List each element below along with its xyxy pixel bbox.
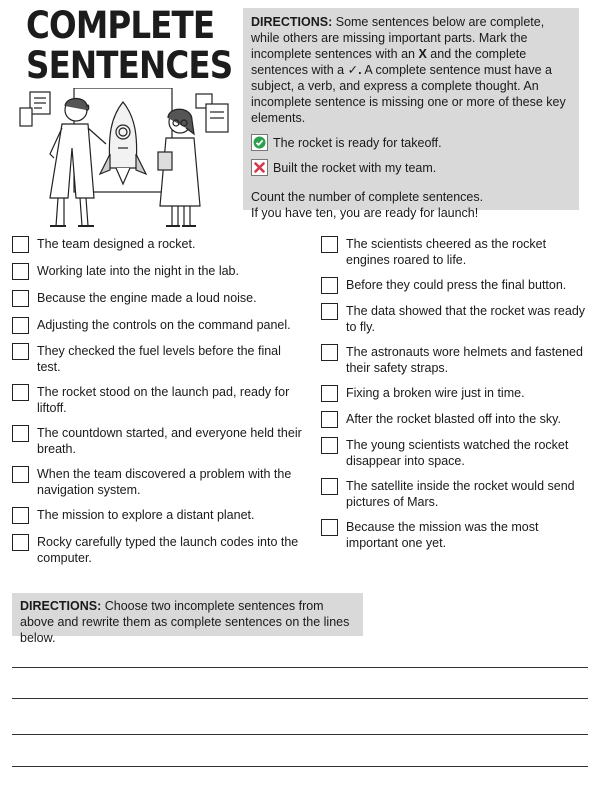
checkbox[interactable] xyxy=(321,437,338,454)
count-instruction: Count the number of complete sentences. If you have ten, you are ready for launch! xyxy=(251,190,484,220)
sentence-text: When the team discovered a problem with the navigation system. xyxy=(37,467,292,497)
sentence-text: After the rocket blasted off into the sky. xyxy=(346,412,561,426)
sentence-list-left xyxy=(12,236,302,566)
checkbox[interactable] xyxy=(321,519,338,536)
writing-line-2[interactable] xyxy=(12,698,588,699)
list-item xyxy=(12,236,302,253)
list-item xyxy=(321,344,587,376)
checkbox[interactable] xyxy=(12,384,29,401)
green-check-icon xyxy=(251,134,268,151)
list-item xyxy=(12,384,302,416)
checkbox[interactable] xyxy=(321,344,338,361)
checkbox[interactable] xyxy=(321,385,338,402)
list-item xyxy=(321,303,587,335)
checkbox[interactable] xyxy=(12,534,29,551)
checkbox[interactable] xyxy=(321,303,338,320)
list-item xyxy=(12,466,302,498)
checkbox[interactable] xyxy=(12,507,29,524)
title-line-2: SENTENCES xyxy=(26,44,233,87)
checkbox[interactable] xyxy=(321,478,338,495)
check-mark-text: ✓. xyxy=(347,63,362,77)
sentence-text: The scientists cheered as the rocket engines roared to life. xyxy=(346,237,547,267)
writing-line-1[interactable] xyxy=(12,667,588,668)
red-x-icon xyxy=(251,159,268,176)
checkbox[interactable] xyxy=(321,411,338,428)
sentence-text: Because the mission was the most important one yet. xyxy=(346,520,539,550)
scientists-rocket-illustration xyxy=(10,88,236,228)
list-item xyxy=(321,236,587,268)
sentence-text: Rocky carefully typed the launch codes into the computer. xyxy=(37,535,299,565)
checkbox[interactable] xyxy=(12,317,29,334)
checkbox[interactable] xyxy=(321,236,338,253)
sentence-text: The team designed a rocket. xyxy=(37,237,196,251)
sentence-text: The mission to explore a distant planet. xyxy=(37,508,255,522)
worksheet-title xyxy=(26,6,232,86)
list-item xyxy=(321,437,587,469)
writing-line-4[interactable] xyxy=(12,766,588,767)
checkbox[interactable] xyxy=(321,277,338,294)
sentence-text: Fixing a broken wire just in time. xyxy=(346,386,525,400)
checkbox[interactable] xyxy=(12,290,29,307)
title-line-1: COMPLETE xyxy=(26,4,215,47)
checkbox[interactable] xyxy=(12,466,29,483)
sentence-text: Because the engine made a loud noise. xyxy=(37,291,257,305)
list-item xyxy=(12,507,302,524)
checkbox[interactable] xyxy=(12,236,29,253)
sentence-text: The data showed that the rocket was ready to fly. xyxy=(346,304,586,334)
list-item xyxy=(12,317,302,334)
directions-label: DIRECTIONS: xyxy=(20,599,102,613)
list-item xyxy=(321,519,587,551)
example-incomplete-text: Built the rocket with my team. xyxy=(273,160,437,175)
example-complete xyxy=(251,134,571,151)
list-item xyxy=(321,277,587,294)
sentence-text: The astronauts wore helmets and fastened their safety straps. xyxy=(346,345,583,375)
list-item xyxy=(321,385,587,402)
directions-label: DIRECTIONS: xyxy=(251,15,333,29)
sentence-text: The young scientists watched the rocket disappear into space. xyxy=(346,438,569,468)
sentence-text: Before they could press the final button. xyxy=(346,278,567,292)
sentence-text: The satellite inside the rocket would send pictures of Mars. xyxy=(346,479,575,509)
directions-panel xyxy=(243,8,579,220)
directions-text: DIRECTIONS: Some sentences below are complete, while others are missing important parts. Mark the incomplete sentences with an X and the complete sentences with a ✓. A complete sentence must have a subject, a verb, and express a complete thought. An incomplete sentence is missing one or more of these key elements. xyxy=(251,15,566,125)
checkbox[interactable] xyxy=(12,263,29,280)
writing-line-3[interactable] xyxy=(12,734,588,735)
rewrite-directions-panel xyxy=(12,593,363,645)
list-item xyxy=(12,290,302,307)
example-complete-text: The rocket is ready for takeoff. xyxy=(273,135,442,150)
sentence-text: The countdown started, and everyone held their breath. xyxy=(37,426,302,456)
sentence-text: The rocket stood on the launch pad, ready for liftoff. xyxy=(37,385,290,415)
list-item xyxy=(12,534,302,566)
sentence-list-right xyxy=(321,236,587,551)
list-item xyxy=(12,425,302,457)
list-item xyxy=(12,343,302,375)
sentence-text: Working late into the night in the lab. xyxy=(37,264,239,278)
checkbox[interactable] xyxy=(12,425,29,442)
example-incomplete xyxy=(251,159,571,176)
list-item xyxy=(321,478,587,510)
list-item xyxy=(321,411,587,428)
sentence-text: They checked the fuel levels before the final test. xyxy=(37,344,281,374)
rewrite-directions-text: DIRECTIONS: Choose two incomplete sentences from above and rewrite them as complete sentences on the lines below. xyxy=(20,599,350,645)
checkbox[interactable] xyxy=(12,343,29,360)
sentence-text: Adjusting the controls on the command panel. xyxy=(37,318,291,332)
list-item xyxy=(12,263,302,280)
x-mark-text: X xyxy=(418,47,427,61)
